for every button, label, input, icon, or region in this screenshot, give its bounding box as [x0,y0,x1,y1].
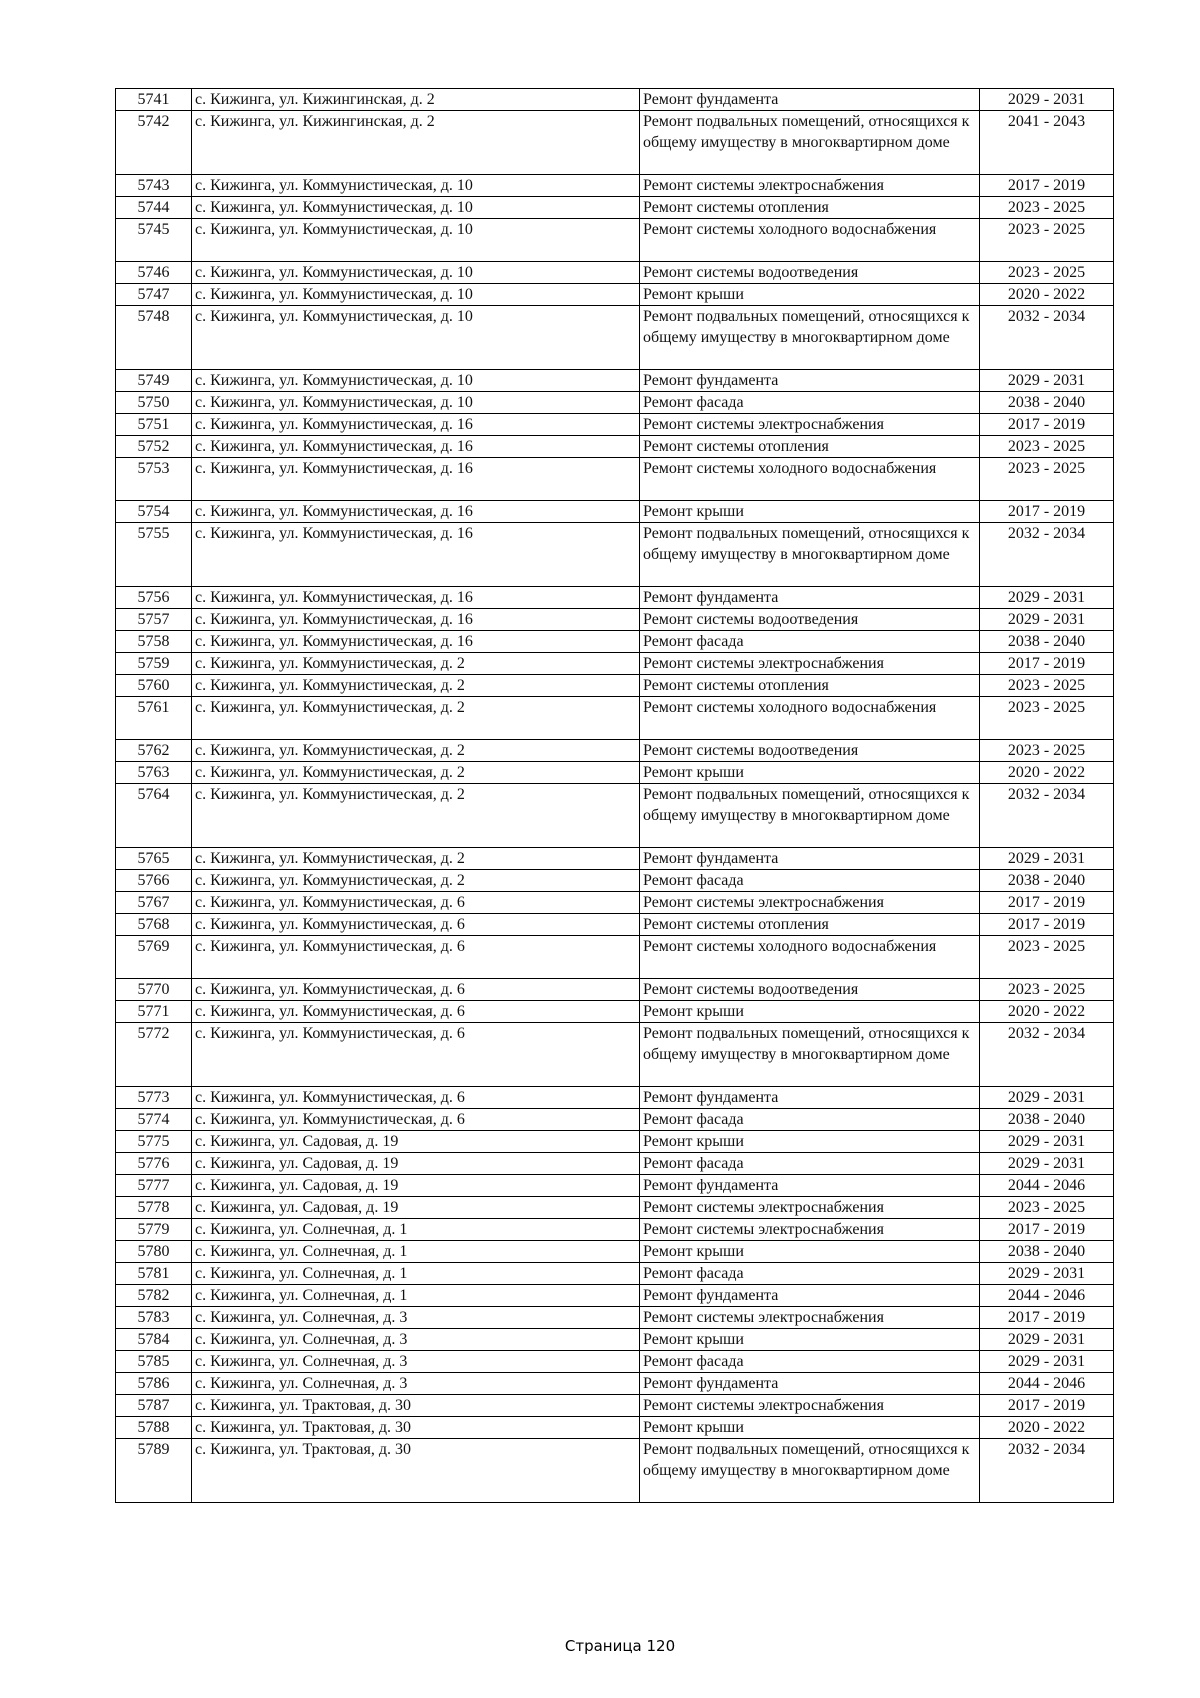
row-number: 5745 [116,219,192,262]
row-number: 5757 [116,609,192,631]
row-period: 2017 - 2019 [980,653,1114,675]
row-period: 2020 - 2022 [980,284,1114,306]
row-work-type: Ремонт системы отопления [640,914,980,936]
row-period: 2044 - 2046 [980,1373,1114,1395]
row-address: с. Кижинга, ул. Солнечная, д. 1 [192,1285,640,1307]
row-address: с. Кижинга, ул. Коммунистическая, д. 16 [192,587,640,609]
row-work-type: Ремонт фасада [640,1109,980,1131]
row-address: с. Кижинга, ул. Коммунистическая, д. 6 [192,979,640,1001]
row-period: 2038 - 2040 [980,1109,1114,1131]
row-work-type: Ремонт крыши [640,1131,980,1153]
row-address: с. Кижинга, ул. Коммунистическая, д. 6 [192,1087,640,1109]
row-number: 5758 [116,631,192,653]
row-number: 5750 [116,392,192,414]
row-number: 5768 [116,914,192,936]
row-work-type: Ремонт системы электроснабжения [640,653,980,675]
row-work-type: Ремонт системы отопления [640,197,980,219]
row-number: 5764 [116,784,192,848]
row-address: с. Кижинга, ул. Коммунистическая, д. 16 [192,609,640,631]
table-row [116,740,1114,762]
row-number: 5787 [116,1395,192,1417]
table-row [116,436,1114,458]
row-address: с. Кижинга, ул. Коммунистическая, д. 16 [192,436,640,458]
row-period: 2017 - 2019 [980,1395,1114,1417]
row-period: 2023 - 2025 [980,219,1114,262]
row-number: 5746 [116,262,192,284]
row-number: 5767 [116,892,192,914]
page-number: Страница 120 [564,1637,676,1655]
row-period: 2038 - 2040 [980,1241,1114,1263]
table-row [116,219,1114,262]
row-period: 2041 - 2043 [980,111,1114,175]
row-number: 5780 [116,1241,192,1263]
row-work-type: Ремонт фасада [640,1153,980,1175]
row-address: с. Кижинга, ул. Коммунистическая, д. 16 [192,501,640,523]
row-work-type: Ремонт системы водоотведения [640,262,980,284]
row-address: с. Кижинга, ул. Коммунистическая, д. 10 [192,392,640,414]
row-work-type: Ремонт фасада [640,1351,980,1373]
row-period: 2029 - 2031 [980,1351,1114,1373]
row-number: 5751 [116,414,192,436]
table-row [116,784,1114,848]
table-row [116,1131,1114,1153]
row-work-type: Ремонт фундамента [640,1087,980,1109]
table-row [116,1439,1114,1503]
row-period: 2029 - 2031 [980,89,1114,111]
row-number: 5766 [116,870,192,892]
row-number: 5743 [116,175,192,197]
row-work-type: Ремонт системы электроснабжения [640,175,980,197]
row-address: с. Кижинга, ул. Коммунистическая, д. 16 [192,458,640,501]
table-row [116,1373,1114,1395]
row-number: 5778 [116,1197,192,1219]
row-address: с. Кижинга, ул. Коммунистическая, д. 10 [192,262,640,284]
row-period: 2044 - 2046 [980,1285,1114,1307]
table-row [116,1307,1114,1329]
row-period: 2029 - 2031 [980,587,1114,609]
row-address: с. Кижинга, ул. Трактовая, д. 30 [192,1395,640,1417]
table-row [116,1175,1114,1197]
row-period: 2017 - 2019 [980,1219,1114,1241]
table-row [116,979,1114,1001]
table-row [116,1241,1114,1263]
table-row [116,653,1114,675]
row-work-type: Ремонт подвальных помещений, относящихся к общему имуществу в многоквартирном доме [640,523,980,587]
row-address: с. Кижинга, ул. Коммунистическая, д. 6 [192,1001,640,1023]
row-number: 5781 [116,1263,192,1285]
table-row [116,1329,1114,1351]
row-work-type: Ремонт системы холодного водоснабжения [640,219,980,262]
table-row [116,762,1114,784]
row-address: с. Кижинга, ул. Коммунистическая, д. 10 [192,219,640,262]
row-address: с. Кижинга, ул. Садовая, д. 19 [192,1153,640,1175]
row-address: с. Кижинга, ул. Коммунистическая, д. 6 [192,1023,640,1087]
row-period: 2038 - 2040 [980,631,1114,653]
row-work-type: Ремонт системы электроснабжения [640,414,980,436]
row-period: 2020 - 2022 [980,1001,1114,1023]
row-period: 2029 - 2031 [980,609,1114,631]
row-number: 5786 [116,1373,192,1395]
row-address: с. Кижинга, ул. Коммунистическая, д. 2 [192,848,640,870]
row-work-type: Ремонт системы электроснабжения [640,892,980,914]
row-period: 2032 - 2034 [980,1439,1114,1503]
row-work-type: Ремонт крыши [640,1329,980,1351]
row-work-type: Ремонт системы холодного водоснабжения [640,697,980,740]
row-number: 5783 [116,1307,192,1329]
row-address: с. Кижинга, ул. Коммунистическая, д. 10 [192,306,640,370]
table-row [116,501,1114,523]
row-number: 5784 [116,1329,192,1351]
table-row [116,262,1114,284]
row-work-type: Ремонт системы холодного водоснабжения [640,458,980,501]
row-number: 5777 [116,1175,192,1197]
row-period: 2032 - 2034 [980,784,1114,848]
row-address: с. Кижинга, ул. Садовая, д. 19 [192,1197,640,1219]
row-period: 2029 - 2031 [980,1087,1114,1109]
row-number: 5789 [116,1439,192,1503]
row-period: 2017 - 2019 [980,175,1114,197]
row-number: 5756 [116,587,192,609]
table-row [116,1263,1114,1285]
table-row [116,1285,1114,1307]
table-row [116,1395,1114,1417]
row-work-type: Ремонт подвальных помещений, относящихся к общему имуществу в многоквартирном доме [640,784,980,848]
row-address: с. Кижинга, ул. Кижингинская, д. 2 [192,111,640,175]
row-address: с. Кижинга, ул. Коммунистическая, д. 2 [192,675,640,697]
row-period: 2032 - 2034 [980,1023,1114,1087]
row-work-type: Ремонт системы электроснабжения [640,1395,980,1417]
row-number: 5754 [116,501,192,523]
table-row [116,414,1114,436]
row-work-type: Ремонт подвальных помещений, относящихся к общему имуществу в многоквартирном доме [640,111,980,175]
row-number: 5760 [116,675,192,697]
row-period: 2038 - 2040 [980,392,1114,414]
row-period: 2023 - 2025 [980,936,1114,979]
row-period: 2032 - 2034 [980,306,1114,370]
row-address: с. Кижинга, ул. Коммунистическая, д. 10 [192,284,640,306]
row-number: 5755 [116,523,192,587]
row-address: с. Кижинга, ул. Коммунистическая, д. 10 [192,370,640,392]
row-work-type: Ремонт фундамента [640,587,980,609]
table-row [116,89,1114,111]
row-number: 5765 [116,848,192,870]
row-address: с. Кижинга, ул. Коммунистическая, д. 6 [192,892,640,914]
row-number: 5749 [116,370,192,392]
row-number: 5744 [116,197,192,219]
row-number: 5776 [116,1153,192,1175]
row-address: с. Кижинга, ул. Трактовая, д. 30 [192,1417,640,1439]
row-work-type: Ремонт фундамента [640,89,980,111]
row-work-type: Ремонт крыши [640,1241,980,1263]
row-number: 5742 [116,111,192,175]
row-period: 2017 - 2019 [980,501,1114,523]
row-address: с. Кижинга, ул. Коммунистическая, д. 2 [192,784,640,848]
row-period: 2029 - 2031 [980,1131,1114,1153]
row-work-type: Ремонт крыши [640,1001,980,1023]
row-work-type: Ремонт подвальных помещений, относящихся к общему имуществу в многоквартирном доме [640,306,980,370]
table-row [116,631,1114,653]
row-address: с. Кижинга, ул. Солнечная, д. 3 [192,1373,640,1395]
row-address: с. Кижинга, ул. Коммунистическая, д. 16 [192,523,640,587]
row-work-type: Ремонт подвальных помещений, относящихся к общему имуществу в многоквартирном доме [640,1439,980,1503]
row-number: 5763 [116,762,192,784]
table-row [116,914,1114,936]
row-work-type: Ремонт системы водоотведения [640,609,980,631]
row-number: 5779 [116,1219,192,1241]
row-period: 2017 - 2019 [980,1307,1114,1329]
row-number: 5774 [116,1109,192,1131]
row-address: с. Кижинга, ул. Солнечная, д. 1 [192,1263,640,1285]
row-work-type: Ремонт системы водоотведения [640,740,980,762]
table-row [116,1023,1114,1087]
row-address: с. Кижинга, ул. Солнечная, д. 1 [192,1241,640,1263]
row-number: 5785 [116,1351,192,1373]
capital-repair-table [115,88,1114,1503]
row-work-type: Ремонт крыши [640,284,980,306]
row-number: 5748 [116,306,192,370]
row-work-type: Ремонт фасада [640,392,980,414]
row-number: 5762 [116,740,192,762]
row-number: 5759 [116,653,192,675]
row-address: с. Кижинга, ул. Коммунистическая, д. 2 [192,653,640,675]
row-work-type: Ремонт системы водоотведения [640,979,980,1001]
table-row [116,392,1114,414]
row-work-type: Ремонт фундамента [640,1373,980,1395]
row-address: с. Кижинга, ул. Коммунистическая, д. 2 [192,740,640,762]
row-address: с. Кижинга, ул. Трактовая, д. 30 [192,1439,640,1503]
row-period: 2020 - 2022 [980,762,1114,784]
row-period: 2038 - 2040 [980,870,1114,892]
row-work-type: Ремонт фасада [640,870,980,892]
row-period: 2029 - 2031 [980,848,1114,870]
table-row [116,523,1114,587]
row-work-type: Ремонт фундамента [640,848,980,870]
row-address: с. Кижинга, ул. Кижингинская, д. 2 [192,89,640,111]
row-number: 5752 [116,436,192,458]
row-period: 2017 - 2019 [980,914,1114,936]
row-work-type: Ремонт подвальных помещений, относящихся к общему имуществу в многоквартирном доме [640,1023,980,1087]
table-row [116,848,1114,870]
table-row [116,306,1114,370]
table-row [116,1351,1114,1373]
table-row [116,936,1114,979]
row-work-type: Ремонт фундамента [640,1285,980,1307]
row-address: с. Кижинга, ул. Коммунистическая, д. 6 [192,1109,640,1131]
row-period: 2023 - 2025 [980,262,1114,284]
table-row [116,1153,1114,1175]
row-period: 2029 - 2031 [980,1263,1114,1285]
table-body [116,89,1114,1503]
table-row [116,111,1114,175]
row-number: 5769 [116,936,192,979]
row-period: 2023 - 2025 [980,197,1114,219]
table-row [116,892,1114,914]
row-work-type: Ремонт системы отопления [640,436,980,458]
row-work-type: Ремонт фундамента [640,1175,980,1197]
row-address: с. Кижинга, ул. Коммунистическая, д. 10 [192,175,640,197]
row-address: с. Кижинга, ул. Солнечная, д. 3 [192,1351,640,1373]
row-address: с. Кижинга, ул. Коммунистическая, д. 16 [192,414,640,436]
row-period: 2029 - 2031 [980,1153,1114,1175]
table-row [116,175,1114,197]
row-period: 2017 - 2019 [980,414,1114,436]
table-row [116,1219,1114,1241]
row-number: 5775 [116,1131,192,1153]
table-row [116,284,1114,306]
row-work-type: Ремонт крыши [640,762,980,784]
table-row [116,675,1114,697]
row-period: 2023 - 2025 [980,1197,1114,1219]
table-row [116,1417,1114,1439]
row-period: 2017 - 2019 [980,892,1114,914]
row-work-type: Ремонт системы отопления [640,675,980,697]
row-address: с. Кижинга, ул. Коммунистическая, д. 6 [192,914,640,936]
row-period: 2023 - 2025 [980,436,1114,458]
row-number: 5741 [116,89,192,111]
row-number: 5773 [116,1087,192,1109]
row-address: с. Кижинга, ул. Коммунистическая, д. 10 [192,197,640,219]
row-address: с. Кижинга, ул. Коммунистическая, д. 2 [192,870,640,892]
row-period: 2023 - 2025 [980,979,1114,1001]
row-period: 2023 - 2025 [980,697,1114,740]
table-row [116,370,1114,392]
table-row [116,587,1114,609]
row-address: с. Кижинга, ул. Садовая, д. 19 [192,1175,640,1197]
table-row [116,697,1114,740]
row-work-type: Ремонт фундамента [640,370,980,392]
table-row [116,1197,1114,1219]
row-address: с. Кижинга, ул. Солнечная, д. 3 [192,1329,640,1351]
table-row [116,870,1114,892]
row-number: 5782 [116,1285,192,1307]
table-row [116,609,1114,631]
row-period: 2029 - 2031 [980,370,1114,392]
row-address: с. Кижинга, ул. Садовая, д. 19 [192,1131,640,1153]
row-number: 5772 [116,1023,192,1087]
row-number: 5753 [116,458,192,501]
row-number: 5770 [116,979,192,1001]
row-period: 2020 - 2022 [980,1417,1114,1439]
row-number: 5788 [116,1417,192,1439]
table-row [116,1001,1114,1023]
row-period: 2023 - 2025 [980,458,1114,501]
row-address: с. Кижинга, ул. Коммунистическая, д. 2 [192,762,640,784]
row-work-type: Ремонт фасада [640,1263,980,1285]
row-number: 5747 [116,284,192,306]
row-period: 2044 - 2046 [980,1175,1114,1197]
row-address: с. Кижинга, ул. Солнечная, д. 3 [192,1307,640,1329]
row-period: 2032 - 2034 [980,523,1114,587]
row-address: с. Кижинга, ул. Коммунистическая, д. 16 [192,631,640,653]
table-row [116,1109,1114,1131]
row-work-type: Ремонт фасада [640,631,980,653]
row-work-type: Ремонт крыши [640,1417,980,1439]
row-work-type: Ремонт системы электроснабжения [640,1219,980,1241]
row-work-type: Ремонт системы электроснабжения [640,1197,980,1219]
row-period: 2023 - 2025 [980,740,1114,762]
row-address: с. Кижинга, ул. Коммунистическая, д. 6 [192,936,640,979]
table-row [116,1087,1114,1109]
row-number: 5761 [116,697,192,740]
table-row [116,197,1114,219]
row-period: 2029 - 2031 [980,1329,1114,1351]
row-work-type: Ремонт системы холодного водоснабжения [640,936,980,979]
row-address: с. Кижинга, ул. Солнечная, д. 1 [192,1219,640,1241]
row-period: 2023 - 2025 [980,675,1114,697]
table-row [116,458,1114,501]
row-work-type: Ремонт системы электроснабжения [640,1307,980,1329]
row-work-type: Ремонт крыши [640,501,980,523]
row-address: с. Кижинга, ул. Коммунистическая, д. 2 [192,697,640,740]
row-number: 5771 [116,1001,192,1023]
